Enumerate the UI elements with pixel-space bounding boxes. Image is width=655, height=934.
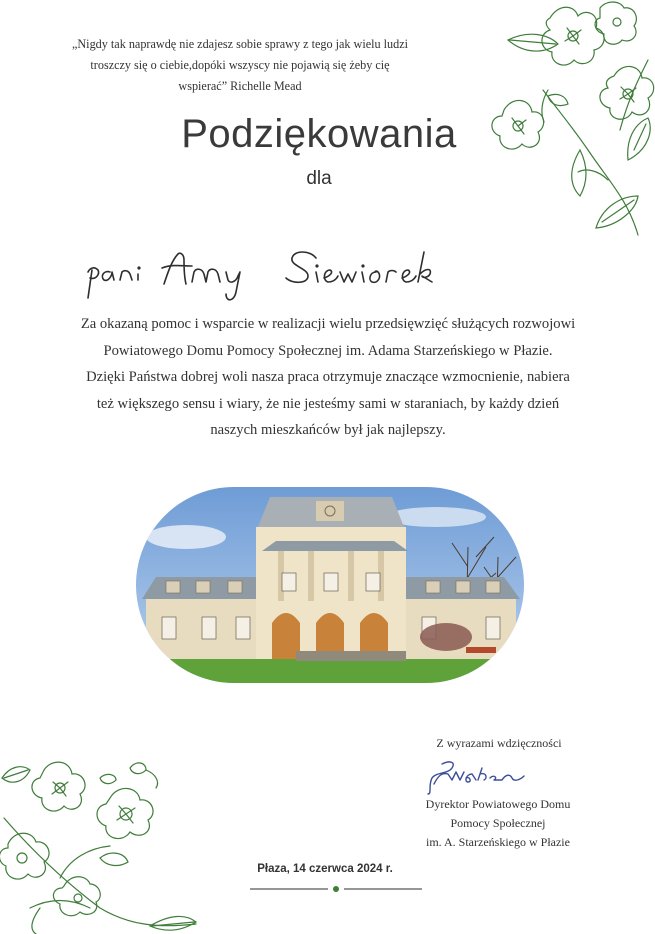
closing-text: Z wyrazami wdzięczności xyxy=(436,736,562,750)
body-line-1: Za okazaną pomoc i wsparcie w realizacji wielu przedsięwzięć służących rozwojowi xyxy=(80,316,576,332)
document-title: Podziękowania xyxy=(181,112,457,156)
signer-line-3: im. A. Starzeńskiego w Płazie xyxy=(426,835,570,849)
quote-line-1: „Nigdy tak naprawdę nie zdajesz sobie sprawy z tego jak wielu ludzi xyxy=(71,37,409,51)
body-line-3: Dzięki Państwa dobrej woli nasza praca otrzymuje znaczące wzmocnienie, nabiera xyxy=(86,369,570,386)
body-line-5: naszych mieszkańców był jak najlepszy. xyxy=(210,422,446,439)
quote-line-3: wspierać” Richelle Mead xyxy=(178,79,302,93)
director-signature xyxy=(420,756,540,796)
body-line-2: Powiatowego Domu Pomocy Społecznej im. Adama Starzeńskiego w Płazie. xyxy=(103,342,553,359)
recipient-handwriting xyxy=(80,236,500,310)
body-line-4: też większego sensu i wiary, że nie jesteśmy sami w staraniach, by każdy dzień xyxy=(96,395,560,412)
quote-block xyxy=(30,34,450,97)
floral-corner-bottom-left-icon xyxy=(0,758,200,934)
signer-line-2: Pomocy Społecznej xyxy=(450,816,546,830)
document-subtitle: dla xyxy=(306,168,332,189)
document-date: Płaza, 14 czerwca 2024 r. xyxy=(257,863,393,875)
body-text xyxy=(28,311,628,444)
signer-line-1: Dyrektor Powiatowego Domu xyxy=(425,797,571,811)
manor-house-photo xyxy=(136,487,524,683)
quote-line-2: troszczy się o ciebie,dopóki wszyscy nie pojawią się żeby cię xyxy=(90,58,390,72)
date-divider xyxy=(248,884,424,894)
signer-block xyxy=(398,795,598,852)
